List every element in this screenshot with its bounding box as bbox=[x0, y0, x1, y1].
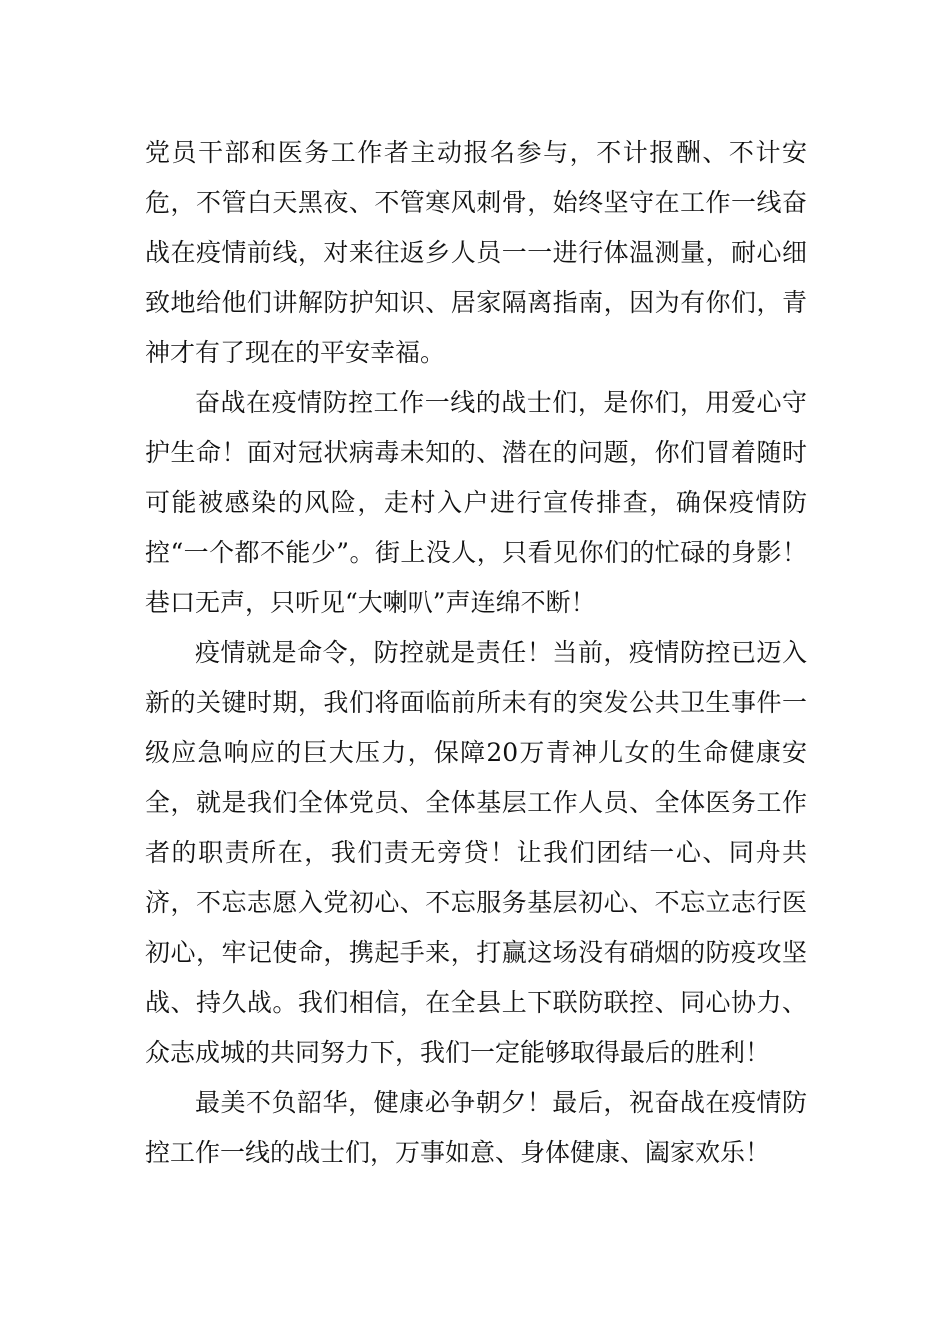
paragraph-3: 疫情就是命令，防控就是责任！当前，疫情防控已迈入新的关键时期，我们将面临前所未有的突发公共卫生事件一级应急响应的巨大压力，保障20万青神儿女的生命健康安全，就是我们全体党员、全体基层工作人员、全体医务工作者的职责所在，我们责无旁贷！让我们团结一心、同舟共济，不忘志愿入党初心、不忘服务基层初心、不忘立志行医初心，牢记使命，携起手来，打赢这场没有硝烟的防疫攻坚战、持久战。我们相信，在全县上下联防联控、同心协力、众志成城的共同努力下，我们一定能够取得最后的胜利！ bbox=[145, 638, 807, 1067]
paragraph-2: 奋战在疫情防控工作一线的战士们，是你们，用爱心守护生命！面对冠状病毒未知的、潜在的问题，你们冒着随时可能被感染的风险，走村入户进行宣传排查，确保疫情防控“一个都不能少”。街上没人，只看见你们的忙碌的身影！巷口无声，只听见“大喇叭”声连绵不断！ bbox=[145, 388, 807, 617]
paragraph-1: 党员干部和医务工作者主动报名参与，不计报酬、不计安危，不管白天黑夜、不管寒风刺骨，始终坚守在工作一线奋战在疫情前线，对来往返乡人员一一进行体温测量，耐心细致地给他们讲解防护知识、居家隔离指南，因为有你们，青神才有了现在的平安幸福。 bbox=[145, 138, 807, 367]
paragraph-4: 最美不负韶华，健康必争朝夕！最后，祝奋战在疫情防控工作一线的战士们，万事如意、身体健康、阖家欢乐！ bbox=[145, 1088, 807, 1167]
document-body bbox=[145, 128, 807, 1178]
